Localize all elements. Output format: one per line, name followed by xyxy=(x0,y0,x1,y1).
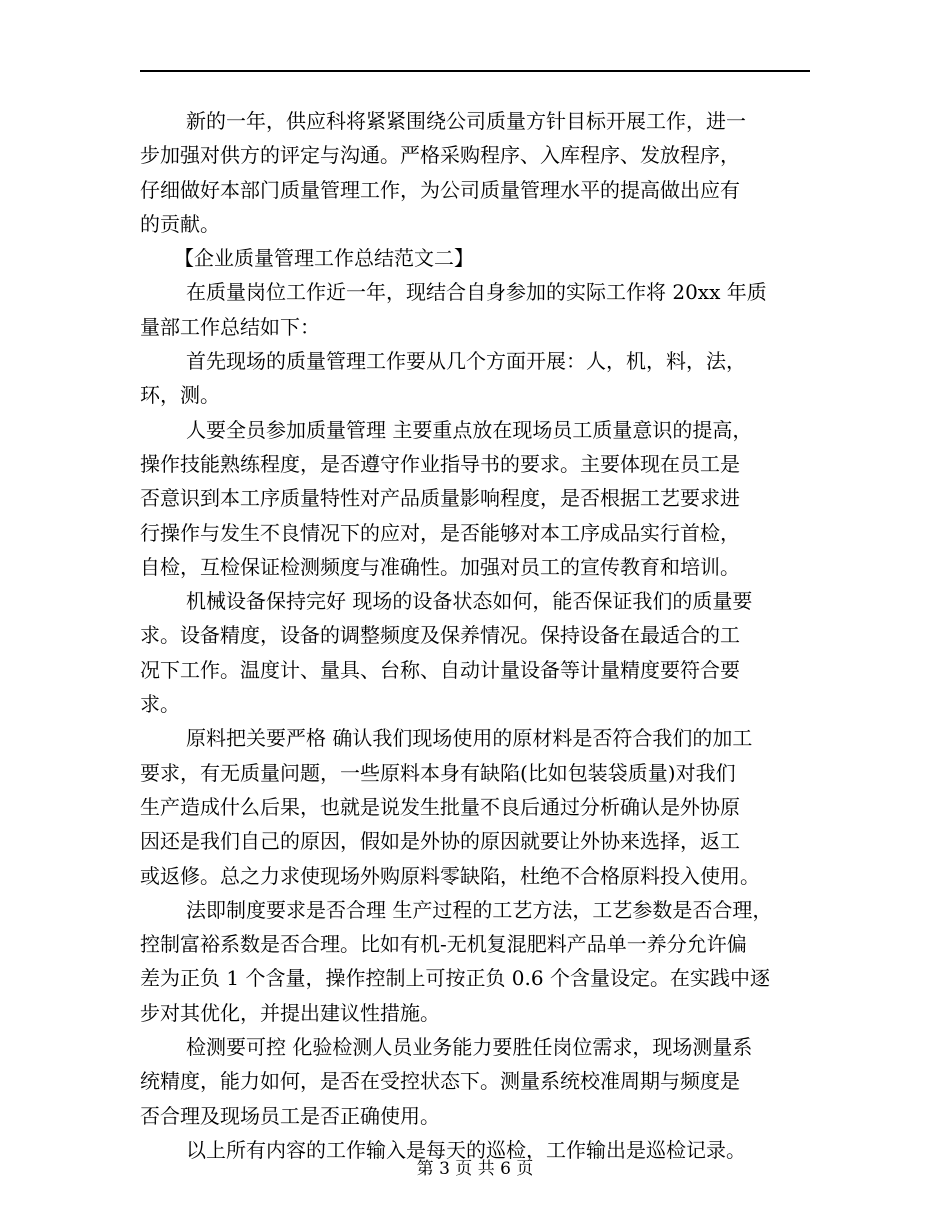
paragraph-line: 的贡献。 xyxy=(140,211,220,236)
section-heading: 【企业质量管理工作总结范文二】 xyxy=(174,246,474,271)
header-rule xyxy=(140,70,810,72)
paragraph-line: 自检，互检保证检测频度与准确性。加强对员工的宣传教育和培训。 xyxy=(140,554,740,579)
paragraph-line: 以上所有内容的工作输入是每天的巡检，工作输出是巡检记录。 xyxy=(186,1137,746,1162)
paragraph-line: 控制富裕系数是否合理。比如有机-无机复混肥料产品单一养分允许偏 xyxy=(140,932,747,957)
paragraph-line: 或返修。总之力求使现场外购原料零缺陷，杜绝不合格原料投入使用。 xyxy=(140,863,760,888)
paragraph-line: 原料把关要严格 确认我们现场使用的原材料是否符合我们的加工 xyxy=(186,726,753,751)
paragraph-line: 检测要可控 化验检测人员业务能力要胜任岗位需求，现场测量系 xyxy=(186,1035,753,1060)
paragraph-line: 求。设备精度，设备的调整频度及保养情况。保持设备在最适合的工 xyxy=(140,623,740,648)
document-body xyxy=(140,104,820,1167)
paragraph-line: 求。 xyxy=(140,692,180,717)
paragraph-line: 统精度，能力如何，是否在受控状态下。测量系统校准周期与频度是 xyxy=(140,1069,740,1094)
paragraph-line: 人要全员参加质量管理 主要重点放在现场员工质量意识的提高， xyxy=(186,417,753,442)
paragraph-line: 况下工作。温度计、量具、台称、自动计量设备等计量精度要符合要 xyxy=(140,657,740,682)
paragraph-line: 首先现场的质量管理工作要从几个方面开展：人，机，料，法， xyxy=(186,349,746,374)
paragraph-line: 在质量岗位工作近一年，现结合自身参加的实际工作将 20xx 年质 xyxy=(186,280,767,305)
paragraph-line: 否意识到本工序质量特性对产品质量影响程度，是否根据工艺要求进 xyxy=(140,486,740,511)
paragraph-line: 要求，有无质量问题，一些原料本身有缺陷(比如包装袋质量)对我们 xyxy=(140,760,736,785)
paragraph-line: 行操作与发生不良情况下的应对，是否能够对本工序成品实行首检， xyxy=(140,520,740,545)
paragraph-line: 操作技能熟练程度，是否遵守作业指导书的要求。主要体现在员工是 xyxy=(140,451,740,476)
paragraph-line: 仔细做好本部门质量管理工作，为公司质量管理水平的提高做出应有 xyxy=(140,177,740,202)
paragraph-line: 新的一年，供应科将紧紧围绕公司质量方针目标开展工作，进一 xyxy=(186,109,746,133)
paragraph-line: 环，测。 xyxy=(140,383,220,408)
page-number: 第 3 页 共 6 页 xyxy=(416,1159,534,1179)
paragraph-line: 步对其优化，并提出建议性措施。 xyxy=(140,1000,440,1025)
paragraph-line: 机械设备保持完好 现场的设备状态如何，能否保证我们的质量要 xyxy=(186,589,753,614)
paragraph-line: 否合理及现场员工是否正确使用。 xyxy=(140,1103,440,1128)
paragraph-line: 法即制度要求是否合理 生产过程的工艺方法，工艺参数是否合理， xyxy=(186,897,773,922)
paragraph-line: 生产造成什么后果，也就是说发生批量不良后通过分析确认是外协原 xyxy=(140,794,740,819)
paragraph-line: 量部工作总结如下： xyxy=(140,314,320,339)
paragraph-line: 因还是我们自己的原因，假如是外协的原因就要让外协来选择，返工 xyxy=(140,829,740,854)
paragraph-line: 步加强对供方的评定与沟通。严格采购程序、入库程序、发放程序， xyxy=(140,143,740,168)
paragraph-line: 差为正负 1 个含量，操作控制上可按正负 0.6 个含量设定。在实践中逐 xyxy=(140,966,770,991)
